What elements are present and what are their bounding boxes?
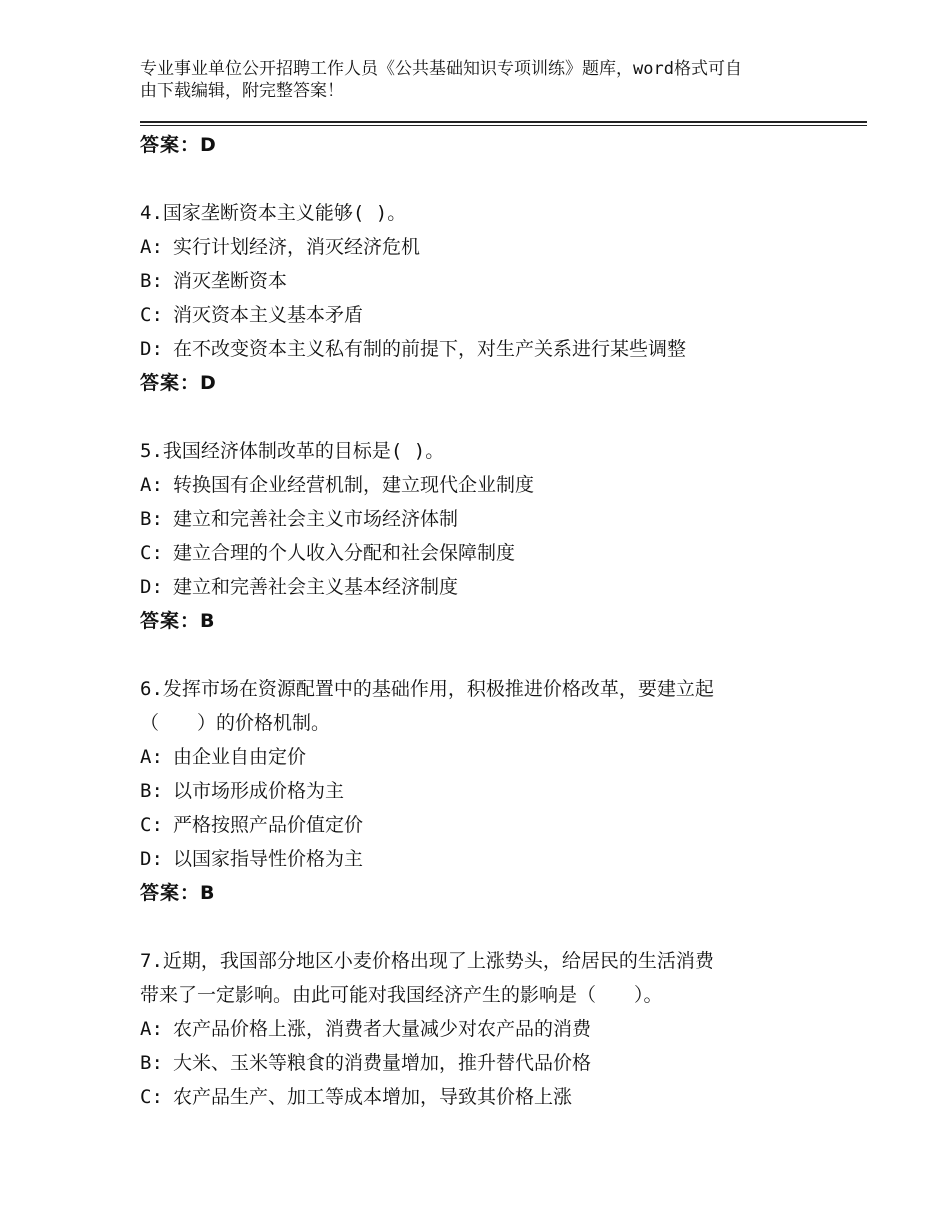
header-divider (140, 121, 867, 123)
option-text: 农产品价格上涨，消费者大量减少对农产品的消费 (173, 1018, 592, 1040)
option-a (140, 468, 840, 502)
option-a (140, 740, 840, 774)
option-label: B: (140, 1052, 163, 1074)
option-b (140, 502, 840, 536)
option-a (140, 1012, 840, 1046)
option-label: A: (140, 474, 163, 496)
option-b (140, 1046, 840, 1080)
answer-6: 答案：B (140, 882, 216, 904)
question-stem-continued: （ ）的价格机制。 (140, 712, 331, 734)
option-d (140, 842, 840, 876)
option-text: 严格按照产品价值定价 (173, 814, 364, 836)
option-c (140, 298, 840, 332)
option-b (140, 264, 840, 298)
option-c (140, 808, 840, 842)
option-c (140, 536, 840, 570)
header-divider-thin (140, 125, 867, 126)
option-label: D: (140, 576, 163, 598)
option-text: 建立和完善社会主义基本经济制度 (173, 576, 459, 598)
option-text: 消灭资本主义基本矛盾 (173, 304, 364, 326)
question-stem-continued: 带来了一定影响。由此可能对我国经济产生的影响是（ ）。 (140, 984, 663, 1006)
question-stem: 6.发挥市场在资源配置中的基础作用，积极推进价格改革，要建立起 (140, 678, 714, 700)
question-list (140, 128, 840, 1114)
question-stem: 7.近期，我国部分地区小麦价格出现了上涨势头，给居民的生活消费 (140, 950, 714, 972)
option-label: B: (140, 270, 163, 292)
header-line-2: 由下载编辑，附完整答案！ (140, 81, 344, 101)
question-stem: 5.我国经济体制改革的目标是( )。 (140, 440, 445, 462)
option-text: 建立合理的个人收入分配和社会保障制度 (173, 542, 516, 564)
option-d (140, 570, 840, 604)
option-label: C: (140, 542, 163, 564)
option-label: D: (140, 848, 163, 870)
option-label: A: (140, 1018, 163, 1040)
option-text: 消灭垄断资本 (173, 270, 288, 292)
option-text: 大米、玉米等粮食的消费量增加，推升替代品价格 (173, 1052, 592, 1074)
option-label: B: (140, 780, 163, 802)
option-label: A: (140, 236, 163, 258)
question-7 (140, 944, 840, 1114)
option-text: 建立和完善社会主义市场经济体制 (173, 508, 459, 530)
question-4 (140, 196, 840, 400)
option-b (140, 774, 840, 808)
option-d (140, 332, 840, 366)
option-label: B: (140, 508, 163, 530)
question-6 (140, 672, 840, 910)
option-label: A: (140, 746, 163, 768)
header-line-1: 专业事业单位公开招聘工作人员《公共基础知识专项训练》题库，word格式可自 (140, 59, 742, 79)
question-5 (140, 434, 840, 638)
option-label: C: (140, 814, 163, 836)
option-label: C: (140, 1086, 163, 1108)
option-label: C: (140, 304, 163, 326)
question-stem: 4.国家垄断资本主义能够( )。 (140, 202, 407, 224)
option-text: 以国家指导性价格为主 (173, 848, 364, 870)
option-text: 转换国有企业经营机制，建立现代企业制度 (173, 474, 535, 496)
option-text: 农产品生产、加工等成本增加，导致其价格上涨 (173, 1086, 573, 1108)
option-text: 以市场形成价格为主 (173, 780, 345, 802)
option-c (140, 1080, 840, 1114)
answer-3: 答案：D (140, 134, 217, 156)
answer-4: 答案：D (140, 372, 217, 394)
option-a (140, 230, 840, 264)
document-header (140, 58, 830, 102)
option-label: D: (140, 338, 163, 360)
option-text: 在不改变资本主义私有制的前提下，对生产关系进行某些调整 (173, 338, 687, 360)
option-text: 实行计划经济，消灭经济危机 (173, 236, 421, 258)
answer-5: 答案：B (140, 610, 216, 632)
option-text: 由企业自由定价 (173, 746, 307, 768)
